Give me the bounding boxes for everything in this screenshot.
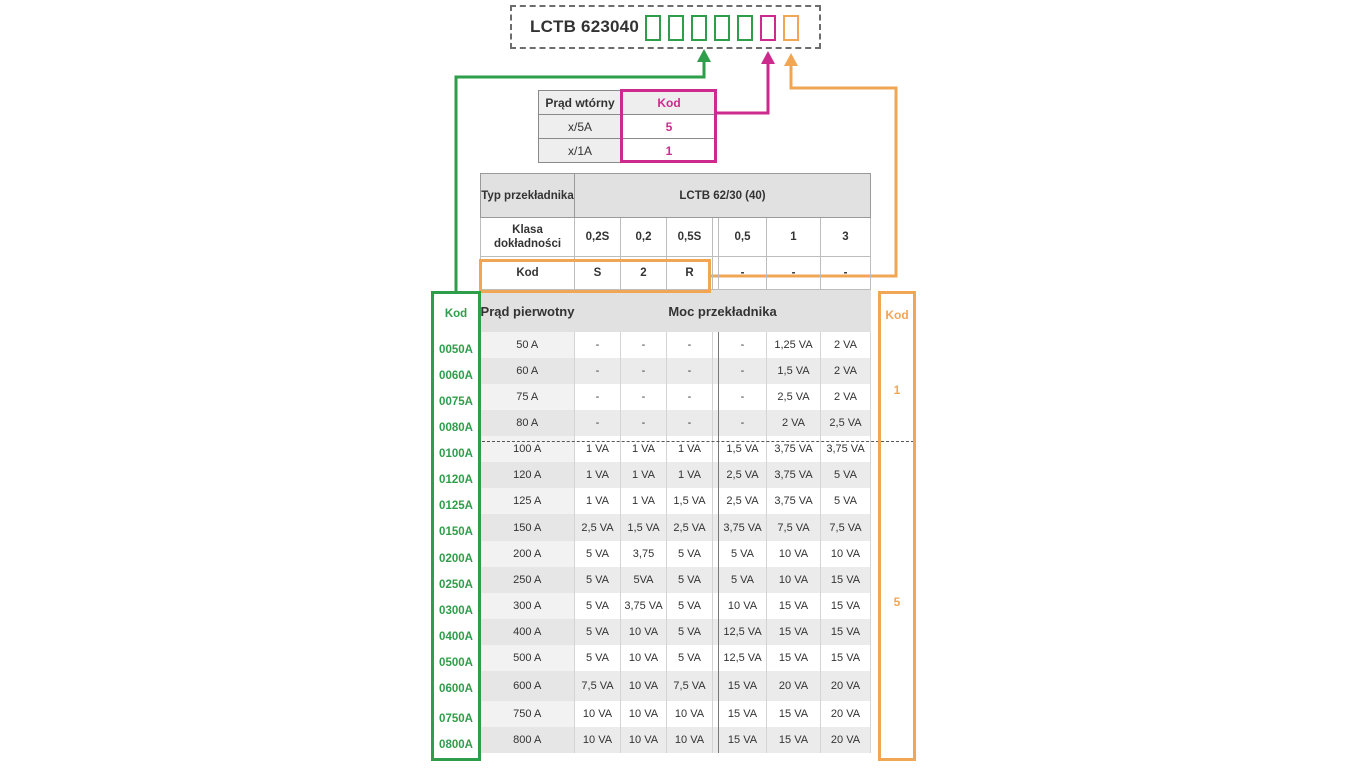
primary-kod-item: 0200A [439, 553, 473, 565]
power-cell: 10 VA [719, 593, 767, 619]
power-cell: 3,75 VA [767, 436, 821, 462]
secondary-header-label: Prąd wtórny [539, 91, 622, 115]
primary-kod-item: 0060A [439, 370, 473, 382]
power-cell: - [719, 410, 767, 436]
table-row [481, 567, 871, 593]
power-cell: - [667, 332, 713, 358]
power-cell: 1 VA [575, 462, 621, 488]
power-cell: 15 VA [767, 593, 821, 619]
product-code-title: LCTB 623040 [530, 17, 639, 36]
class-kod-label: Kod [481, 257, 575, 290]
power-cell: - [575, 384, 621, 410]
power-cell: 3,75 VA [821, 436, 871, 462]
magenta-connector [717, 62, 768, 113]
power-cell: 1,5 VA [667, 488, 713, 514]
table-row [481, 436, 871, 462]
power-cell: 10 VA [621, 671, 667, 701]
table-row [481, 332, 871, 358]
primary-current-cell: 300 A [481, 593, 575, 619]
power-cell: 15 VA [719, 671, 767, 701]
power-cell: - [667, 358, 713, 384]
primary-current-cell: 200 A [481, 541, 575, 567]
table-row [481, 619, 871, 645]
power-cell: 5 VA [821, 488, 871, 514]
primary-current-cell: 750 A [481, 701, 575, 727]
power-cell: - [621, 410, 667, 436]
class-value: 3 [821, 218, 871, 257]
table-row [481, 410, 871, 436]
primary-kod-item: 0120A [439, 474, 473, 486]
power-kod-group: 5 [893, 595, 901, 609]
power-cell: 15 VA [821, 619, 871, 645]
power-cell: - [719, 332, 767, 358]
group-divider [482, 441, 914, 442]
power-cell: - [621, 384, 667, 410]
power-cell: - [621, 332, 667, 358]
class-code: 2 [621, 257, 667, 290]
table-row [481, 384, 871, 410]
primary-kod-item: 0500A [439, 657, 473, 669]
power-cell: 10 VA [621, 619, 667, 645]
power-cell: 3,75 VA [719, 514, 767, 541]
power-cell: 7,5 VA [575, 671, 621, 701]
primary-kod-item: 0125A [439, 500, 473, 512]
primary-kod-item: 0600A [439, 683, 473, 695]
power-cell: 7,5 VA [821, 514, 871, 541]
class-value: 1 [767, 218, 821, 257]
power-cell: 10 VA [667, 701, 713, 727]
power-cell: 7,5 VA [667, 671, 713, 701]
power-kod-header: Kod [885, 308, 909, 322]
primary-current-cell: 75 A [481, 384, 575, 410]
power-cell: 5 VA [667, 593, 713, 619]
class-label: Klasa dokładności [481, 218, 575, 257]
secondary-code-highlight [620, 89, 717, 163]
power-cell: 2,5 VA [667, 514, 713, 541]
power-cell: 5 VA [719, 567, 767, 593]
primary-kod-item: 0075A [439, 396, 473, 408]
class-code: - [719, 257, 767, 290]
power-cell: 2,5 VA [575, 514, 621, 541]
primary-kod-item: 0100A [439, 448, 473, 460]
power-header: Moc przekładnika [575, 290, 871, 333]
primary-current-cell: 50 A [481, 332, 575, 358]
table-row [481, 645, 871, 671]
power-cell: 1 VA [575, 436, 621, 462]
secondary-row-label: x/5A [539, 115, 622, 139]
power-cell: 20 VA [767, 671, 821, 701]
primary-current-header: Prąd pierwotny [481, 290, 575, 333]
power-cell: 2,5 VA [719, 462, 767, 488]
primary-kod-item: 0800A [439, 739, 473, 751]
class-code-highlight [479, 259, 711, 293]
power-cell: 1,25 VA [767, 332, 821, 358]
power-cell: 3,75 VA [767, 488, 821, 514]
primary-current-cell: 250 A [481, 567, 575, 593]
power-cell: 12,5 VA [719, 619, 767, 645]
power-cell: 5 VA [575, 593, 621, 619]
model-label: LCTB 62/30 (40) [575, 174, 871, 218]
table-row [481, 671, 871, 701]
power-cell: 1 VA [621, 436, 667, 462]
power-cell: 15 VA [821, 567, 871, 593]
power-cell: 20 VA [821, 701, 871, 727]
power-kod-group: 1 [893, 383, 901, 397]
primary-current-cell: 150 A [481, 514, 575, 541]
power-cell: 5 VA [667, 541, 713, 567]
secondary-row-code: 1 [622, 139, 717, 163]
power-cell: 10 VA [767, 567, 821, 593]
power-cell: 15 VA [719, 727, 767, 753]
power-cell: 15 VA [767, 619, 821, 645]
primary-current-cell: 60 A [481, 358, 575, 384]
power-cell: 5 VA [667, 567, 713, 593]
class-code: - [821, 257, 871, 290]
primary-current-cell: 500 A [481, 645, 575, 671]
class-code: - [767, 257, 821, 290]
power-cell: 5 VA [667, 619, 713, 645]
table-row [481, 541, 871, 567]
primary-kod-item: 0300A [439, 605, 473, 617]
class-value: 0,5S [667, 218, 713, 257]
power-cell: 15 VA [719, 701, 767, 727]
primary-kod-header: Kod [444, 308, 468, 320]
power-kod-column [878, 291, 916, 761]
power-cell: 1 VA [667, 436, 713, 462]
power-cell: 2,5 VA [719, 488, 767, 514]
power-cell: 15 VA [821, 645, 871, 671]
power-cell: 12,5 VA [719, 645, 767, 671]
table-row [481, 727, 871, 753]
class-code: R [667, 257, 713, 290]
primary-kod-item: 0150A [439, 526, 473, 538]
type-label: Typ przekładnika [481, 174, 575, 218]
class-value: 0,2 [621, 218, 667, 257]
primary-kod-item: 0250A [439, 579, 473, 591]
primary-current-cell: 80 A [481, 410, 575, 436]
table-row [481, 701, 871, 727]
table-row [481, 514, 871, 541]
power-cell: 5 VA [821, 462, 871, 488]
power-cell: 1 VA [667, 462, 713, 488]
primary-current-cell: 600 A [481, 671, 575, 701]
power-cell: 1,5 VA [621, 514, 667, 541]
power-cell: 5 VA [667, 645, 713, 671]
power-cell: 10 VA [621, 727, 667, 753]
power-cell: 1 VA [621, 462, 667, 488]
table-row [481, 593, 871, 619]
power-cell: 2 VA [821, 332, 871, 358]
power-cell: 2,5 VA [767, 384, 821, 410]
power-cell: - [575, 410, 621, 436]
power-cell: 5VA [621, 567, 667, 593]
power-cell: - [575, 358, 621, 384]
power-cell: 5 VA [575, 645, 621, 671]
primary-current-cell: 120 A [481, 462, 575, 488]
power-cell: 10 VA [621, 701, 667, 727]
power-cell: 1,5 VA [767, 358, 821, 384]
power-cell: 1 VA [575, 488, 621, 514]
power-cell: - [575, 332, 621, 358]
magenta-arrowhead [761, 51, 775, 64]
power-cell: 10 VA [621, 645, 667, 671]
green-arrowhead [697, 49, 711, 62]
primary-current-cell: 800 A [481, 727, 575, 753]
primary-current-cell: 100 A [481, 436, 575, 462]
power-cell: 5 VA [575, 619, 621, 645]
table-row [481, 488, 871, 514]
table-row [481, 358, 871, 384]
power-cell: - [667, 410, 713, 436]
power-cell: 2 VA [767, 410, 821, 436]
power-cell: 1 VA [621, 488, 667, 514]
primary-current-cell: 125 A [481, 488, 575, 514]
power-cell: 10 VA [575, 701, 621, 727]
power-cell: 10 VA [767, 541, 821, 567]
class-value: 0,2S [575, 218, 621, 257]
power-cell: 5 VA [719, 541, 767, 567]
secondary-row-label: x/1A [539, 139, 622, 163]
power-cell: 3,75 VA [621, 593, 667, 619]
power-cell: 3,75 VA [767, 462, 821, 488]
power-table-body [481, 332, 871, 753]
power-cell: - [667, 384, 713, 410]
power-cell: - [621, 358, 667, 384]
power-cell: 10 VA [575, 727, 621, 753]
power-cell: 20 VA [821, 671, 871, 701]
power-cell: 15 VA [821, 593, 871, 619]
power-cell: 2 VA [821, 384, 871, 410]
power-cell: 15 VA [767, 645, 821, 671]
power-cell: - [719, 384, 767, 410]
power-cell: 15 VA [767, 727, 821, 753]
secondary-header-code: Kod [622, 91, 717, 115]
power-cell: 10 VA [821, 541, 871, 567]
power-cell: 20 VA [821, 727, 871, 753]
power-cell: 1,5 VA [719, 436, 767, 462]
table-row [481, 462, 871, 488]
power-cell: 5 VA [575, 567, 621, 593]
power-cell: 3,75 [621, 541, 667, 567]
primary-kod-item: 0080A [439, 422, 473, 434]
primary-kod-item: 0750A [439, 713, 473, 725]
orange-arrowhead [784, 53, 798, 66]
power-cell: 7,5 VA [767, 514, 821, 541]
power-cell: 2 VA [821, 358, 871, 384]
power-cell: 2,5 VA [821, 410, 871, 436]
class-code: S [575, 257, 621, 290]
primary-kod-item: 0400A [439, 631, 473, 643]
power-cell: 5 VA [575, 541, 621, 567]
power-cell: 10 VA [667, 727, 713, 753]
power-cell: - [719, 358, 767, 384]
power-cell: 15 VA [767, 701, 821, 727]
secondary-row-code: 5 [622, 115, 717, 139]
class-value: 0,5 [719, 218, 767, 257]
primary-kod-item: 0050A [439, 344, 473, 356]
primary-current-cell: 400 A [481, 619, 575, 645]
